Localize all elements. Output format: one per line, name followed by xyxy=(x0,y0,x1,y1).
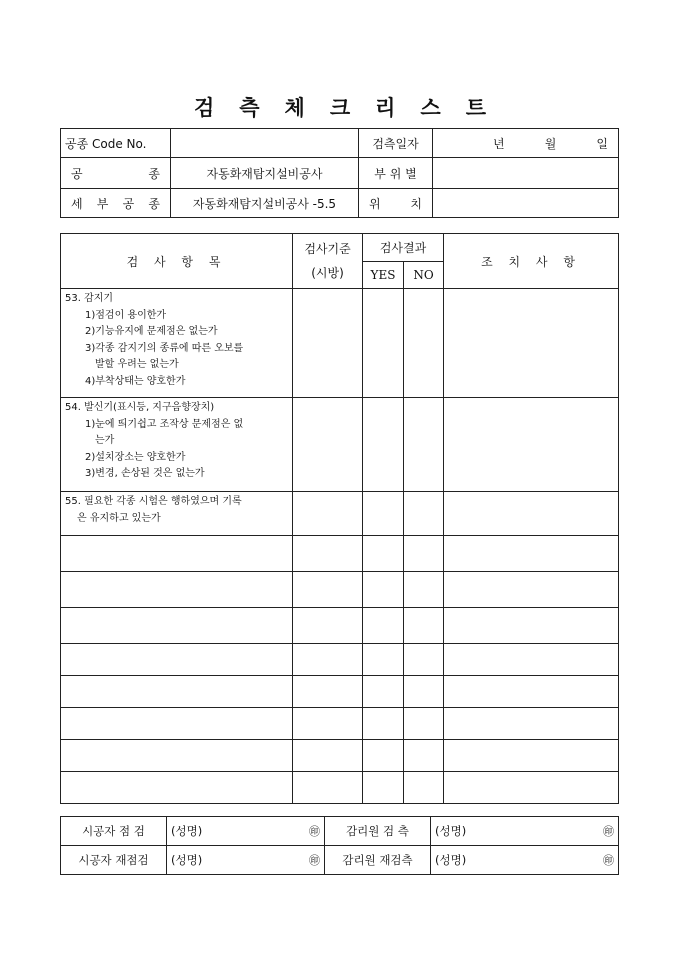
supervisor-inspection-label: 감리원 검 측 xyxy=(325,817,431,846)
year-label: 년 xyxy=(493,136,505,151)
standard-cell[interactable] xyxy=(293,572,363,608)
standard-cell[interactable] xyxy=(293,398,363,492)
work-type-label: 공 종 xyxy=(61,158,171,189)
empty-item-cell[interactable] xyxy=(61,708,293,740)
part-label: 부 위 별 xyxy=(359,158,433,189)
name-placeholder: (성명) xyxy=(171,824,203,838)
no-cell[interactable] xyxy=(404,708,444,740)
yes-cell[interactable] xyxy=(363,572,404,608)
item-line: 3)변경, 손상된 것은 없는가 xyxy=(85,468,205,479)
no-cell[interactable] xyxy=(404,676,444,708)
action-cell[interactable] xyxy=(444,289,619,398)
name-placeholder: (성명) xyxy=(435,824,467,838)
yes-cell[interactable] xyxy=(363,608,404,644)
empty-item-cell[interactable] xyxy=(61,740,293,772)
table-row xyxy=(61,536,619,572)
name-placeholder: (성명) xyxy=(435,853,467,867)
no-cell[interactable] xyxy=(404,608,444,644)
empty-item-cell[interactable] xyxy=(61,644,293,676)
contractor-reinspection-label: 시공자 재점검 xyxy=(61,846,167,875)
contractor-inspection-label: 시공자 점 검 xyxy=(61,817,167,846)
standard-cell[interactable] xyxy=(293,608,363,644)
action-cell[interactable] xyxy=(444,398,619,492)
item-line: 2)기능유지에 문제점은 없는가 xyxy=(85,326,218,337)
standard-cell[interactable] xyxy=(293,536,363,572)
empty-item-cell[interactable] xyxy=(61,536,293,572)
action-cell[interactable] xyxy=(444,536,619,572)
seal-icon: ㊞ xyxy=(309,854,320,867)
yes-cell[interactable] xyxy=(363,492,404,536)
table-row xyxy=(61,708,619,740)
item-line: 1)점검이 용이한가 xyxy=(85,309,167,321)
seal-icon: ㊞ xyxy=(603,854,614,867)
action-cell[interactable] xyxy=(444,708,619,740)
standard-cell[interactable] xyxy=(293,708,363,740)
standard-cell[interactable] xyxy=(293,289,363,398)
empty-item-cell[interactable] xyxy=(61,608,293,644)
yes-cell[interactable] xyxy=(363,772,404,804)
location-label: 위 치 xyxy=(359,189,433,218)
inspection-date-value[interactable] xyxy=(433,129,619,158)
standard-cell[interactable] xyxy=(293,676,363,708)
empty-item-cell[interactable] xyxy=(61,676,293,708)
yes-cell[interactable] xyxy=(363,289,404,398)
item-line: 발할 우려는 없는가 xyxy=(95,359,179,370)
action-cell[interactable] xyxy=(444,572,619,608)
seal-icon: ㊞ xyxy=(309,825,320,838)
supervisor-inspection-name[interactable] xyxy=(431,817,619,846)
yes-cell[interactable] xyxy=(363,536,404,572)
action-cell[interactable] xyxy=(444,772,619,804)
col-item-header: 검 사 항 목 xyxy=(61,234,293,289)
inspection-item-55 xyxy=(61,492,293,536)
no-cell[interactable] xyxy=(404,289,444,398)
table-row xyxy=(61,740,619,772)
col-no-header: NO xyxy=(404,262,444,289)
action-cell[interactable] xyxy=(444,644,619,676)
name-placeholder: (성명) xyxy=(171,853,203,867)
table-row xyxy=(61,644,619,676)
item-line: 은 유지하고 있는가 xyxy=(77,512,161,524)
table-row xyxy=(61,492,619,536)
standard-cell[interactable] xyxy=(293,740,363,772)
yes-cell[interactable] xyxy=(363,398,404,492)
col-action-header: 조 치 사 항 xyxy=(444,234,619,289)
table-row xyxy=(61,572,619,608)
sub-work-type-value[interactable]: 자동화재탐지설비공사 -5.5 xyxy=(171,189,359,218)
no-cell[interactable] xyxy=(404,772,444,804)
action-cell[interactable] xyxy=(444,608,619,644)
header-table xyxy=(60,128,619,218)
location-value[interactable] xyxy=(433,189,619,218)
code-no-label: 공종 Code No. xyxy=(61,129,171,158)
no-cell[interactable] xyxy=(404,644,444,676)
inspection-item-53 xyxy=(61,289,293,398)
work-type-value[interactable]: 자동화재탐지설비공사 xyxy=(171,158,359,189)
action-cell[interactable] xyxy=(444,676,619,708)
no-cell[interactable] xyxy=(404,572,444,608)
standard-cell[interactable] xyxy=(293,772,363,804)
page-title: 검측체크리스트 xyxy=(193,95,511,120)
sub-work-type-label: 세 부 공 종 xyxy=(61,189,171,218)
yes-cell[interactable] xyxy=(363,676,404,708)
seal-icon: ㊞ xyxy=(603,825,614,838)
table-row xyxy=(61,398,619,492)
standard-cell[interactable] xyxy=(293,644,363,676)
supervisor-reinspection-label: 감리원 재검측 xyxy=(325,846,431,875)
no-cell[interactable] xyxy=(404,536,444,572)
col-standard-line1: 검사기준 xyxy=(304,242,351,256)
table-row xyxy=(61,772,619,804)
day-label: 일 xyxy=(596,136,608,151)
contractor-inspection-name[interactable] xyxy=(167,817,325,846)
item-line: 3)각종 감지기의 종류에 따른 오보를 xyxy=(85,342,244,354)
item-line: 2)설치장소는 양호한가 xyxy=(85,451,186,463)
no-cell[interactable] xyxy=(404,492,444,536)
inspection-date-label: 검측일자 xyxy=(359,129,433,158)
item-line: 는가 xyxy=(95,435,115,446)
inspection-table xyxy=(60,233,619,804)
col-standard-line2: (시방) xyxy=(311,266,344,280)
contractor-reinspection-name[interactable] xyxy=(167,846,325,875)
action-cell[interactable] xyxy=(444,740,619,772)
item-line: 4)부착상태는 양호한가 xyxy=(85,375,186,387)
item-line: 54. 발신기(표시등, 지구음향장치) xyxy=(65,402,215,413)
yes-cell[interactable] xyxy=(363,708,404,740)
item-line: 55. 필요한 각종 시험은 행하였으며 기록 xyxy=(65,496,242,507)
signature-table xyxy=(60,816,619,875)
no-cell[interactable] xyxy=(404,398,444,492)
yes-cell[interactable] xyxy=(363,740,404,772)
part-value[interactable] xyxy=(433,158,619,189)
yes-cell[interactable] xyxy=(363,644,404,676)
empty-item-cell[interactable] xyxy=(61,772,293,804)
item-line: 1)눈에 띄기쉽고 조작상 문제점은 없 xyxy=(85,418,244,430)
empty-item-cell[interactable] xyxy=(61,572,293,608)
item-line: 53. 감지기 xyxy=(65,293,114,304)
month-label: 월 xyxy=(544,136,557,151)
standard-cell[interactable] xyxy=(293,492,363,536)
action-cell[interactable] xyxy=(444,492,619,536)
inspection-item-54 xyxy=(61,398,293,492)
table-row xyxy=(61,608,619,644)
no-cell[interactable] xyxy=(404,740,444,772)
col-standard-header xyxy=(293,234,363,289)
col-result-header: 검사결과 xyxy=(363,234,444,262)
col-yes-header: YES xyxy=(363,262,404,289)
table-row xyxy=(61,676,619,708)
supervisor-reinspection-name[interactable] xyxy=(431,846,619,875)
table-row xyxy=(61,289,619,398)
code-no-value[interactable] xyxy=(171,129,359,158)
